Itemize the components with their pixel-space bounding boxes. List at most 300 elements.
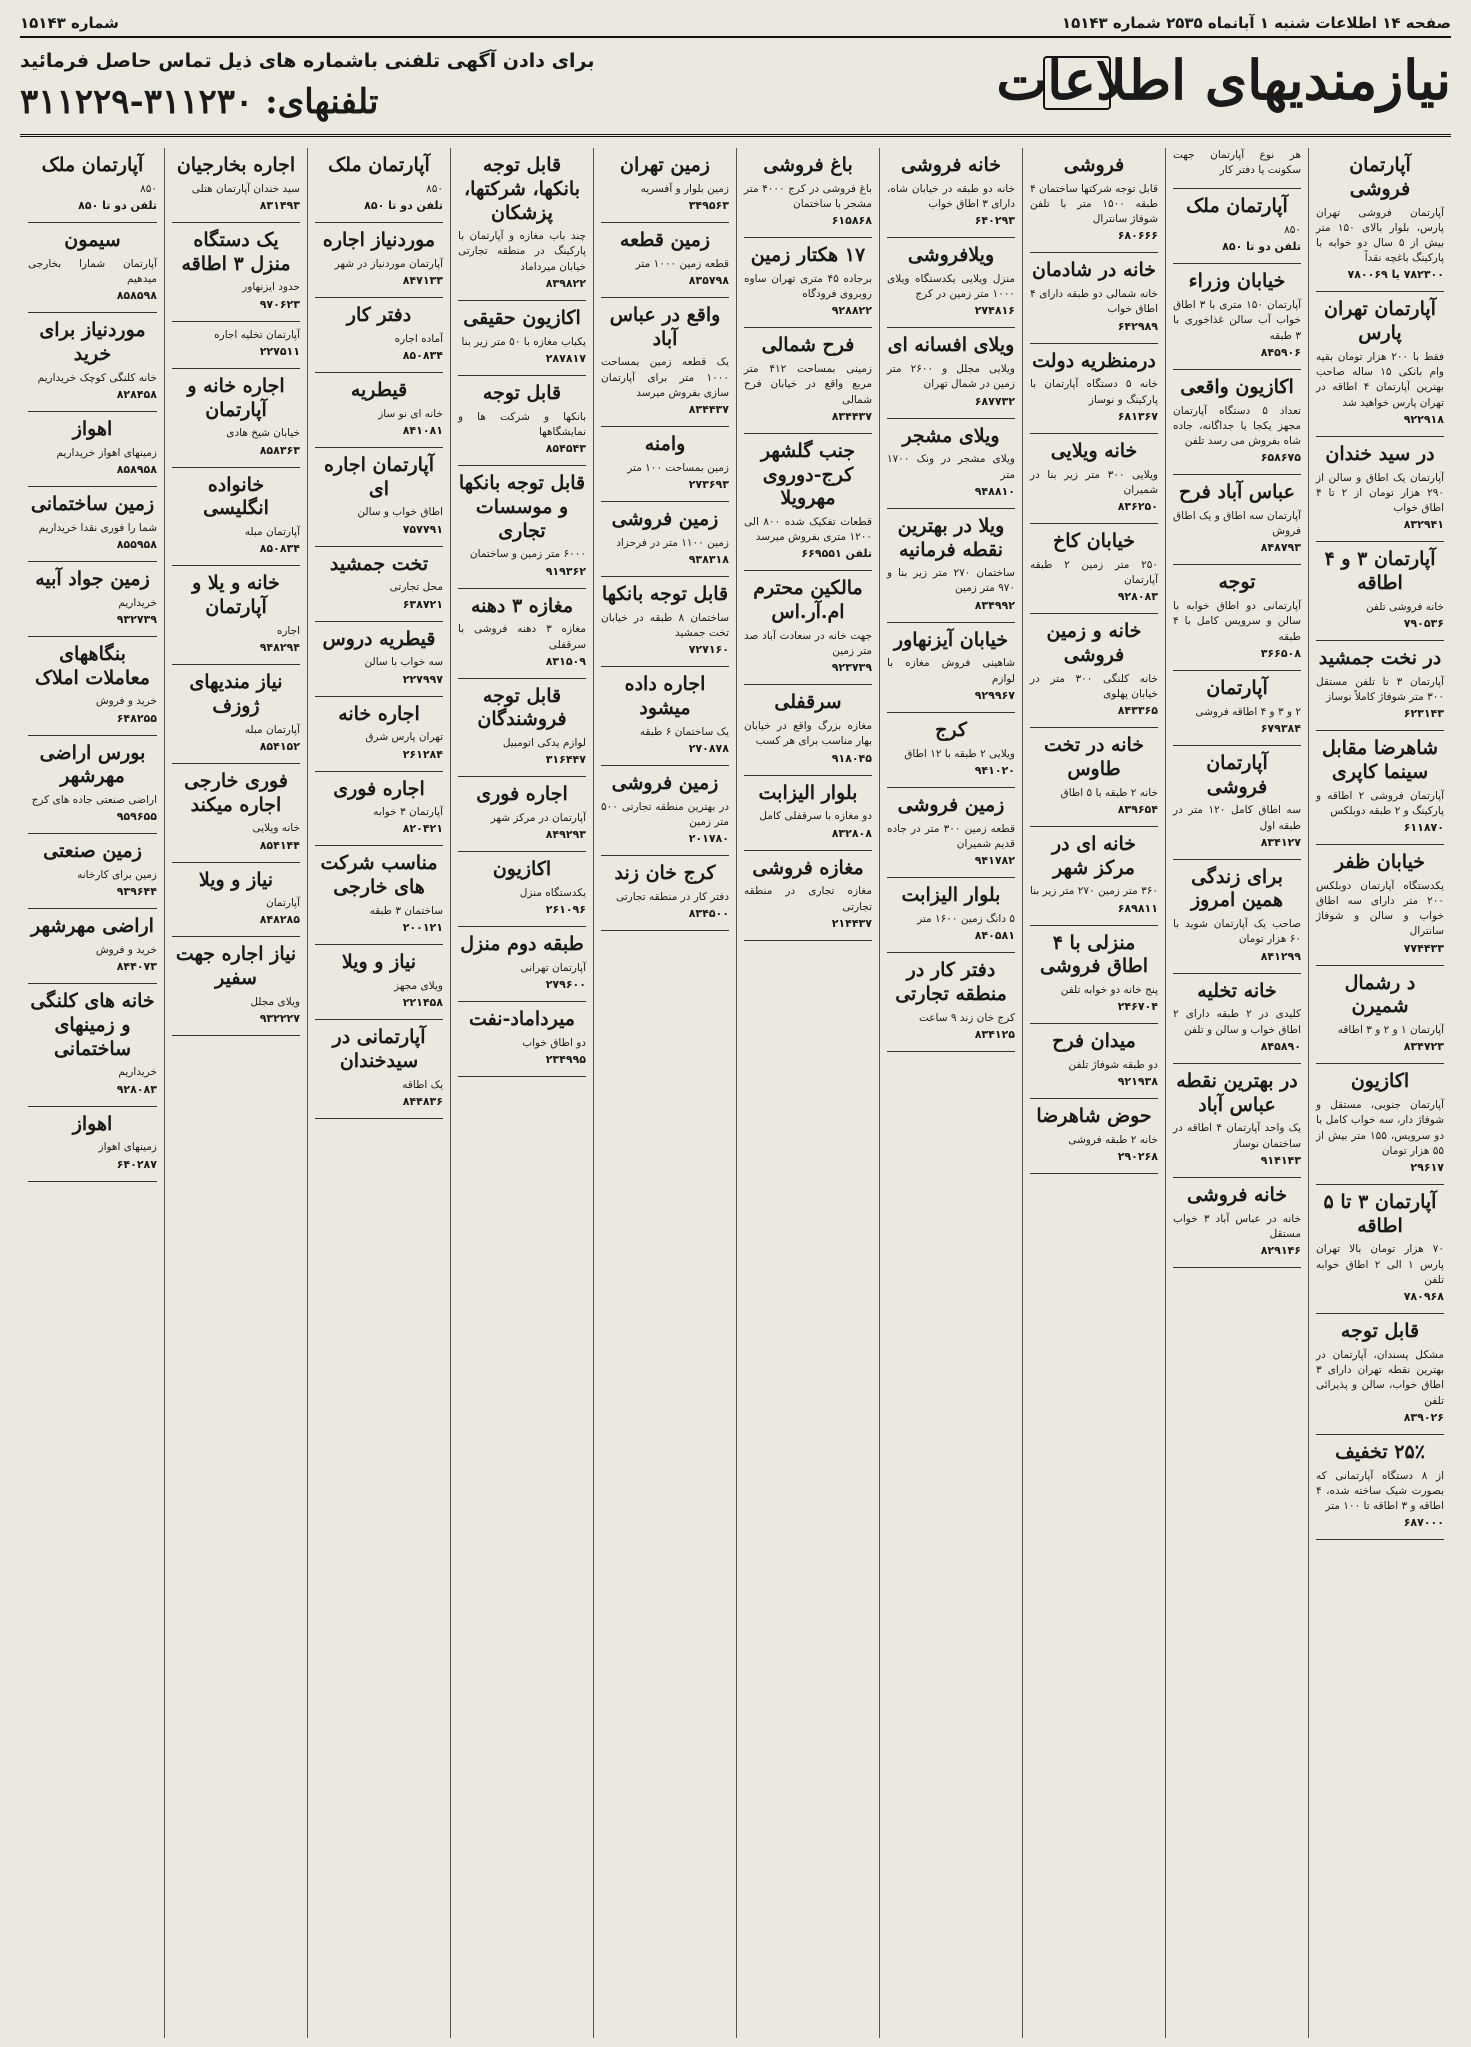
ad-divider xyxy=(887,712,1015,713)
ad-divider xyxy=(315,771,443,772)
ad-heading: عباس آباد فرح xyxy=(1179,481,1295,504)
ad-phone: ۷۸۲۳۰۰ یا ۷۸۰۰۶۹ xyxy=(1347,268,1444,282)
ad-heading: اکازیون xyxy=(1350,1070,1410,1093)
classified-ad xyxy=(887,334,1015,407)
ad-heading: زمین تهران xyxy=(620,154,710,176)
classified-ad xyxy=(1173,195,1301,253)
ad-phone: ۸۳۴۷۲۳ xyxy=(1403,1040,1444,1054)
ad-heading: بنگاههای معاملات املاک xyxy=(35,642,150,689)
ad-phone: ۳۱۶۴۴۷ xyxy=(545,753,586,767)
column xyxy=(21,148,164,2038)
classified-ad xyxy=(1316,298,1444,425)
ad-divider xyxy=(601,222,729,223)
ad-text: ویلای مشجر در ونک ۱۷۰۰ متر xyxy=(887,453,1015,481)
ad-divider xyxy=(744,433,872,434)
classified-ad xyxy=(1316,1191,1444,1303)
classified-ad xyxy=(887,154,1015,227)
ad-heading: در بهترین نقطه عباس آباد xyxy=(1176,1069,1298,1116)
ad-phone: ۸۵۰۸۳۴ xyxy=(402,348,443,362)
classified-ad xyxy=(458,685,586,767)
ad-heading: ۲۵٪ تخفیف xyxy=(1335,1440,1425,1463)
ad-text: مغازه بزرگ واقع در خیابان بهار مناسب برای هر کسب xyxy=(744,720,872,748)
ad-heading: مغازه ۳ دهنه xyxy=(470,594,574,617)
classified-ad xyxy=(1316,1070,1444,1174)
ad-text: زمین برای کارخانه xyxy=(77,868,157,881)
column xyxy=(1022,148,1165,2038)
classified-ad xyxy=(887,959,1015,1041)
ad-phone: ۹۲۱۹۳۸ xyxy=(1117,1075,1158,1089)
classified-ad xyxy=(887,719,1015,777)
ad-phone: ۲۷۰۸۷۸ xyxy=(688,741,729,755)
classified-ad xyxy=(172,869,300,927)
ad-text: ۸۵۰ xyxy=(1284,224,1301,237)
ad-text: تعداد ۵ دستگاه آپارتمان مجهز یکجا یا جداگانه، جاده شاه بفروش می رسد تلفن xyxy=(1173,404,1301,447)
ad-phone: ۶۸۷۷۳۲ xyxy=(974,394,1015,408)
ad-text: سه خواب با سالن xyxy=(364,656,443,669)
ad-divider xyxy=(28,1106,157,1107)
classified-ad xyxy=(1316,851,1444,955)
ad-divider xyxy=(887,418,1015,419)
ad-divider xyxy=(28,486,157,487)
ad-heading: نیاز اجاره جهت سفیر xyxy=(175,943,297,990)
ad-divider xyxy=(172,862,300,863)
ad-divider xyxy=(887,327,1015,328)
ad-phone: ۹۳۹۶۴۴ xyxy=(116,885,157,899)
ad-text: جهت خانه در سعادت آباد صد متر زمین xyxy=(744,629,872,658)
ad-divider xyxy=(28,561,157,562)
ad-phone: ۹۲۸۰۸۳ xyxy=(1117,590,1158,604)
classified-ad xyxy=(1173,677,1301,735)
ad-heading: شاهرضا مقابل سینما کاپری xyxy=(1321,737,1438,783)
ad-text: آپارتمان شمارا بخارجی میدهیم xyxy=(28,257,157,285)
ad-text: از ۸ دستگاه آپارتمانی که بصورت شیک ساخته شده، ۴ اطاقه و ۳ اطاقه تا ۱۰۰ متر xyxy=(1316,1469,1445,1512)
ad-text: مغازه تجاری در منطقه تجارتی xyxy=(744,885,872,913)
ad-phone: ۷۵۷۷۹۱ xyxy=(402,522,443,536)
ad-phone: ۷۲۷۱۶۰ xyxy=(688,643,729,657)
ad-divider xyxy=(1173,973,1301,974)
ad-text: ویلایی ۲ طبقه با ۱۲ اطاق xyxy=(904,747,1015,760)
ad-text: یکدستگاه آپارتمان دوبلکس ۲۰۰ متر دارای سه اطاق خواب و سالن و شوفاژ سانترال xyxy=(1316,879,1444,938)
ad-phone: ۹۳۸۳۱۸ xyxy=(688,553,729,567)
ad-divider xyxy=(1316,1434,1444,1435)
ad-divider xyxy=(1316,1184,1444,1185)
ad-heading: قابل توجه بانکها و موسسات تجاری xyxy=(458,472,586,542)
ad-divider xyxy=(172,467,300,468)
ad-divider xyxy=(887,622,1015,623)
ad-phone: ۲۴۶۷۰۴ xyxy=(1117,1000,1158,1014)
ad-heading: قابل توجه بانکها، شرکتها، پزشکان xyxy=(463,154,580,224)
ad-divider xyxy=(1316,291,1444,292)
ad-heading: قابل توجه فروشندگان xyxy=(477,684,567,731)
ad-phone: ۸۴۵۹۰۶ xyxy=(1260,345,1301,359)
ad-text: برجاده ۴۵ متری تهران ساوه روبروی فرودگاه xyxy=(744,272,872,301)
ad-divider xyxy=(1173,859,1301,860)
ad-divider xyxy=(315,1118,443,1119)
ad-phone: ۸۵۵۹۵۸ xyxy=(116,537,157,551)
ad-phone: ۸۳۹۰۲۶ xyxy=(1403,1410,1444,1424)
classified-ad xyxy=(1173,148,1301,178)
ad-phone: ۹۱۹۳۶۲ xyxy=(545,564,586,578)
ad-heading: خیابان وزراء xyxy=(1188,270,1286,293)
ad-divider xyxy=(1316,844,1444,845)
classified-ad xyxy=(458,1008,586,1066)
ad-phone: ۲۶۱۰۹۶ xyxy=(545,903,586,917)
ad-text: خانه کلنگی ۳۰۰ متر در خیابان پهلوی xyxy=(1030,672,1158,700)
ad-divider xyxy=(458,588,586,589)
classified-ad xyxy=(1316,1320,1444,1424)
ad-heading: میدان فرح xyxy=(1052,1030,1136,1053)
ad-heading: ویلافروشی xyxy=(907,244,995,267)
classified-ad xyxy=(315,778,443,836)
ad-heading: نیاز و ویلا xyxy=(198,868,274,891)
ad-divider xyxy=(315,447,443,448)
ad-divider xyxy=(744,850,872,851)
ad-phone: ۷۸۰۹۶۸ xyxy=(1403,1290,1444,1304)
ad-phone: ۸۵۴۵۴۳ xyxy=(545,442,586,456)
ad-text: آماده اجاره xyxy=(394,332,443,345)
ad-phone: ۲۷۴۸۱۶ xyxy=(974,304,1015,318)
ad-phone: ۶۱۱۸۷۰ xyxy=(1403,821,1444,834)
ad-text: فقط با ۲۰۰ هزار تومان بقیه وام بانکی ۱۵ ساله صاحب بهترین آپارتمان ۴ اطاقه در تهران پارس خواهید شد xyxy=(1316,350,1445,409)
masthead-note: برای دادن آگهی تلفنی باشماره های ذیل تماس حاصل فرمائید xyxy=(20,50,595,72)
ad-divider xyxy=(172,936,300,937)
ad-divider xyxy=(315,944,443,945)
ad-heading: آپارتمان ملک xyxy=(41,154,144,176)
classified-ad xyxy=(1030,734,1158,816)
ad-divider xyxy=(1030,433,1158,434)
classified-ad xyxy=(1173,752,1301,849)
ad-heading: اجاره فوری xyxy=(476,783,568,806)
ad-text: یک ساختمان ۶ طبقه xyxy=(639,725,729,738)
ad-phone: ۲۷۹۶۰۰ xyxy=(545,978,586,992)
classified-ad xyxy=(28,229,157,302)
ad-heading: در سید خندان xyxy=(1325,442,1435,465)
ad-text: آپارتمان ۱۵۰ متری با ۳ اطاق خواب آب سالن غذاخوری با ۳ طبقه xyxy=(1173,299,1301,342)
ad-text: زمین بلوار و آفسریه xyxy=(640,182,729,195)
ad-divider xyxy=(601,501,729,502)
classified-ad xyxy=(601,229,729,287)
ad-text: آپارتمان تهرانی xyxy=(520,962,586,975)
ad-divider xyxy=(1030,1098,1158,1099)
ad-text: صاحب یک آپارتمان شوید با ۶۰ هزار تومان xyxy=(1173,918,1301,946)
classified-ad xyxy=(887,425,1015,498)
ad-divider xyxy=(1030,925,1158,926)
classified-ad xyxy=(28,154,157,212)
ad-heading: نیاز و ویلا xyxy=(341,951,417,974)
ad-text: قطعه زمین ۳۰۰ متر در جاده قدیم شمیران xyxy=(887,822,1016,850)
classified-columns xyxy=(20,148,1451,2038)
ad-text: منزل ویلایی یکدستگاه ویلای ۱۰۰۰ متر زمین در کرج xyxy=(887,272,1015,301)
ad-divider xyxy=(1030,613,1158,614)
classified-ad xyxy=(315,454,443,536)
ad-divider xyxy=(458,375,586,376)
ad-text: یک واحد آپارتمان ۴ اطاقه در ساختمان نوساز xyxy=(1173,1122,1302,1150)
ad-heading: تخت جمشید xyxy=(329,552,429,575)
ad-divider xyxy=(458,851,586,852)
ad-heading: فوری خارجی اجاره میکند xyxy=(184,769,288,816)
classified-ad xyxy=(315,1026,443,1108)
ad-heading: آپارتمان ۳ تا ۵ اطاقه xyxy=(1323,1190,1437,1237)
ad-heading: قیطریه xyxy=(350,378,408,401)
ad-phone: ۲۷۳۶۹۳ xyxy=(688,478,729,492)
ad-phone: ۸۳۴۱۲۵ xyxy=(974,1027,1015,1041)
classified-ad xyxy=(601,433,729,491)
ad-heading: میرداماد-نفت xyxy=(468,1008,575,1031)
ad-heading: اهواز xyxy=(72,417,113,440)
ad-phone: ۸۴۸۷۹۳ xyxy=(1260,541,1301,555)
classified-ad xyxy=(28,840,157,898)
ad-divider xyxy=(744,570,872,571)
ad-heading: خانه فروشی xyxy=(900,154,1002,176)
ad-heading: نیاز مندیهای ژوزف xyxy=(189,671,283,717)
ad-text: خیابان شیخ هادی xyxy=(226,427,300,440)
ad-text: ۵ دانگ زمین ۱۶۰۰ متر xyxy=(917,912,1015,925)
folio-left: شماره ۱۵۱۴۳ xyxy=(20,14,119,32)
ad-text: خانه ویلایی xyxy=(252,822,300,835)
ad-phone: ۹۱۸۰۴۵ xyxy=(831,751,872,765)
ad-text: مشکل پسندان، آپارتمان در بهترین نقطه تهران دارای ۳ اطاق خواب، سالن و پذیرائی تلفن xyxy=(1316,1348,1444,1407)
ad-divider xyxy=(601,855,729,856)
ad-heading: دفتر کار xyxy=(346,303,412,326)
ad-heading: کرج خان زند xyxy=(614,862,716,885)
ad-phone: تلفن دو تا ۸۵۰ xyxy=(1222,240,1301,254)
column xyxy=(593,148,736,2038)
ad-heading: آپارتمان ملک xyxy=(328,154,430,176)
classified-ad xyxy=(1316,443,1444,531)
ad-text: آپارتمان ۱ و ۲ و ۳ اطاقه xyxy=(1337,1024,1444,1037)
ad-heading: زمین فروشی xyxy=(897,793,1005,816)
ad-text: سه اطاق کامل ۱۲۰ متر در طبقه اول xyxy=(1173,804,1301,832)
ad-heading: زمین ساختمانی xyxy=(30,492,155,515)
ad-heading: خانه تخلیه xyxy=(1197,979,1277,1002)
ad-text: آپارتمان فروشی تهران پارس، بلوار بالای ۱۵۰ متر بیش از ۵ سال دو خوابه با پارکینگ باغچه نقداً xyxy=(1316,206,1444,265)
ad-divider xyxy=(744,684,872,685)
ad-text: زمین بمساحت ۱۰۰ متر xyxy=(627,461,729,474)
classified-ad xyxy=(887,629,1015,702)
ad-text: اجاره xyxy=(276,624,300,637)
ad-text: آپارتمان سه اطاق و یک اطاق فروش xyxy=(1173,509,1301,538)
ad-heading: دفتر کار در منطقه تجارتی xyxy=(895,959,1007,1005)
ad-heading: آپارتمان xyxy=(1206,676,1268,699)
ad-heading: فرح شمالی xyxy=(761,334,855,357)
ad-divider xyxy=(458,300,586,301)
classified-ad xyxy=(28,493,157,551)
ad-phone: تلفن دو تا ۸۵۰ xyxy=(364,198,443,212)
classified-ad xyxy=(28,915,157,973)
ad-text: قابل توجه شرکتها ساختمان ۴ طبقه ۱۵۰۰ متر با تلفن شوفاژ سانترال xyxy=(1030,182,1158,226)
masthead-emblem-icon xyxy=(1043,56,1111,110)
ad-text: آپارتمان موردنیاز در شهر xyxy=(334,257,443,270)
ad-text: ویلایی مجلل و ۲۶۰۰ متر زمین در شمال تهران xyxy=(887,363,1015,391)
classified-ad xyxy=(315,304,443,362)
classified-ad xyxy=(1030,259,1158,332)
ad-heading: خانه ویلایی xyxy=(1050,439,1138,462)
ad-text: دو طبقه شوفاژ تلفن xyxy=(1068,1059,1158,1071)
ad-phone: ۸۴۰۵۸۱ xyxy=(974,929,1015,942)
ad-text: زمینهای اهواز خریداریم xyxy=(56,446,157,459)
ad-divider xyxy=(458,678,586,679)
ad-divider xyxy=(1030,523,1158,524)
ad-phone: ۸۳۹۶۵۴ xyxy=(1117,802,1158,816)
ad-phone: ۸۴۳۳۶۵ xyxy=(1117,704,1158,718)
ad-heading: آپارتمان فروشی xyxy=(1349,154,1411,200)
ad-divider xyxy=(1316,541,1444,542)
ad-divider xyxy=(1173,474,1301,475)
ad-phone: ۲۸۷۸۱۷ xyxy=(545,351,586,365)
classified-ad xyxy=(458,933,586,991)
ad-phone: ۸۳۲۹۴۱ xyxy=(1403,518,1444,532)
ad-phone: ۸۳۴۴۳۷ xyxy=(688,403,729,417)
classified-ad xyxy=(28,1113,157,1171)
ad-divider xyxy=(601,576,729,577)
classified-ad xyxy=(1173,1184,1301,1257)
ad-divider xyxy=(1173,745,1301,746)
ad-phone: ۶۴۸۲۵۵ xyxy=(116,711,157,725)
ad-text: آپارتمان یک اطاق و سالن از ۲۹۰ هزار تومان از ۲ تا ۴ اطاق خواب xyxy=(1316,471,1444,514)
ad-heading: در نخت جمشید xyxy=(1318,646,1442,669)
ad-heading: د رشمال شمیرن xyxy=(1344,971,1416,1018)
ad-text: ویلایی ۳۰۰ متر زیر بنا در شمیران xyxy=(1030,468,1158,496)
ad-phone: ۸۵۸۵۹۸ xyxy=(116,289,157,303)
ad-heading: وامنه xyxy=(644,433,686,456)
ad-text: شاهینی فروش مغازه با لوازم xyxy=(887,657,1015,685)
ad-divider xyxy=(28,908,157,909)
ad-text: چند باب مغازه و آپارتمان با پارکینگ در منطقه تجارتی خیابان میرداماد xyxy=(458,230,586,273)
ad-text: آپارتمان ۳ خوابه xyxy=(373,806,443,819)
ad-divider xyxy=(744,940,872,941)
classified-ad xyxy=(601,772,729,845)
ad-text: ساختمان ۳ طبقه xyxy=(369,904,443,917)
ad-phone: ۶۱۵۸۶۸ xyxy=(831,214,872,228)
ad-text: در بهترین منطقه تجارتی ۵۰۰ متر زمین xyxy=(601,800,729,828)
ad-text: یک اطاقه xyxy=(402,1078,443,1091)
ad-divider xyxy=(1173,564,1301,565)
ad-heading: درمنظریه دولت xyxy=(1032,349,1156,372)
ad-text: ۲۵۰ متر زمین ۲ طبقه آپارتمان xyxy=(1030,558,1158,586)
ad-phone: ۸۲۹۱۴۶ xyxy=(1260,1243,1301,1257)
folio-line xyxy=(20,10,1451,38)
ad-text: زمین ۱۱۰۰ متر در فرحزاد xyxy=(616,536,729,549)
ad-divider xyxy=(315,372,443,373)
ad-phone: ۲۹۶۱۷ xyxy=(1410,1160,1444,1174)
ad-divider xyxy=(172,763,300,764)
ad-heading: خانه های کلنگی و زمینهای ساختمانی xyxy=(30,990,155,1060)
ad-text: حدود ایزنهاور xyxy=(242,281,300,294)
ad-divider xyxy=(601,426,729,427)
ad-divider xyxy=(315,696,443,697)
ad-heading: برای زندگی همین امروز xyxy=(1190,865,1284,912)
ad-text: پنج خانه دو خوابه تلفن xyxy=(1060,984,1158,997)
ad-heading: زمین جواد آبیه xyxy=(35,567,150,590)
ad-divider xyxy=(28,1181,157,1182)
classified-ad xyxy=(744,577,872,674)
ad-heading: ویلای مشجر xyxy=(902,424,1000,447)
ad-divider xyxy=(315,546,443,547)
classified-ad xyxy=(315,703,443,761)
ad-heading: ویلای افسانه ای xyxy=(887,334,1015,357)
ad-phone: ۶۳۸۷۲۱ xyxy=(402,597,443,611)
ad-heading: بلوار الیزابت xyxy=(758,781,858,804)
ad-text: زمینی بمساحت ۴۱۲ متر مربع واقع در خیابان فرح شمالی xyxy=(744,363,872,406)
ad-divider xyxy=(1316,1063,1444,1064)
column xyxy=(736,148,879,2038)
ad-phone: ۹۷۰۶۲۳ xyxy=(259,297,300,311)
ad-text: بانکها و شرکت ها و نمایشگاهها xyxy=(458,410,586,438)
ad-heading: قیطریه دروس xyxy=(322,627,436,650)
ad-text: ویلای مجلل xyxy=(250,995,300,1008)
classified-ad xyxy=(1173,980,1301,1053)
ad-divider xyxy=(1316,730,1444,731)
classified-ad xyxy=(172,328,300,358)
ad-divider xyxy=(1030,1023,1158,1024)
ad-phone: ۶۴۰۲۹۳ xyxy=(974,214,1015,228)
ad-divider xyxy=(1316,436,1444,437)
ad-phone: ۸۴۷۱۳۳ xyxy=(402,273,443,287)
ad-text: اراضی صنعتی جاده های کرج xyxy=(31,794,157,806)
ad-heading: آپارتمانی در سیدخندان xyxy=(332,1026,426,1072)
ad-heading: خانه ای در مرکز شهر xyxy=(1051,832,1137,879)
ad-heading: خانه در شادمان xyxy=(1032,259,1156,282)
ad-phone: ۲۱۴۴۳۷ xyxy=(831,916,872,930)
ad-divider xyxy=(1173,1177,1301,1178)
classified-ad xyxy=(1316,154,1444,281)
ad-text: دو اطاق خواب xyxy=(522,1037,586,1050)
column xyxy=(164,148,307,2038)
classified-ad xyxy=(172,770,300,852)
ad-text: آپارتمان فروشی ۲ اطاقه و پارکینگ و ۲ طبقه دوبلکس xyxy=(1316,789,1445,817)
ad-phone: ۲۲۷۹۹۷ xyxy=(402,672,443,686)
ad-heading: کرج xyxy=(935,718,967,741)
column xyxy=(879,148,1022,2038)
ad-heading: اکازیون xyxy=(492,858,552,881)
ad-divider xyxy=(1030,1173,1158,1174)
classified-ad xyxy=(172,474,300,556)
ad-heading: خانه و یلا و آپارتمان xyxy=(192,572,280,619)
ad-heading: اراضی مهرشهر xyxy=(31,915,154,938)
folio-right: صفحه ۱۴ اطلاعات شنبه ۱ آبانماه ۲۵۳۵ شماره ۱۵۱۴۳ xyxy=(1061,14,1451,32)
ad-divider xyxy=(1030,343,1158,344)
ad-text: آپارتمان تخلیه اجاره xyxy=(214,328,300,341)
ad-phone: ۸۲۸۴۵۸ xyxy=(116,387,157,401)
classified-ad xyxy=(601,304,729,416)
classified-ad xyxy=(172,671,300,753)
classified-ad xyxy=(28,319,157,401)
ad-heading: اجاره بخارجیان xyxy=(176,154,296,176)
ad-heading: موردنیاز برای خرید xyxy=(39,319,146,365)
ad-heading: زمین فروشی xyxy=(611,771,719,794)
classified-ad xyxy=(315,951,443,1009)
classified-ad xyxy=(1316,548,1444,630)
ad-phone: ۸۵۸۳۶۳ xyxy=(259,443,300,457)
classified-ad xyxy=(887,515,1015,612)
ad-phone: ۹۲۲۹۱۸ xyxy=(1403,412,1444,426)
ad-heading: قابل توجه xyxy=(1340,1320,1420,1343)
ad-phone: ۸۲۰۴۲۱ xyxy=(402,822,443,836)
ad-text: خرید و فروش xyxy=(95,695,157,708)
ad-heading: حوض شاهرضا xyxy=(1036,1105,1152,1128)
classified-ad xyxy=(744,782,872,840)
classified-ad xyxy=(887,244,1015,317)
ad-text: شما را فوری نقدا خریداریم xyxy=(38,521,157,534)
classified-ad xyxy=(1316,1441,1444,1529)
classified-ad xyxy=(315,628,443,686)
ad-divider xyxy=(601,666,729,667)
ad-divider xyxy=(458,1001,586,1002)
ad-heading: اجاره داده میشود xyxy=(624,673,706,719)
ad-divider xyxy=(28,983,157,984)
ad-heading: آپارتمان ملک xyxy=(1186,195,1288,218)
ad-text: سید خندان آپارتمان هتلی xyxy=(191,182,300,195)
